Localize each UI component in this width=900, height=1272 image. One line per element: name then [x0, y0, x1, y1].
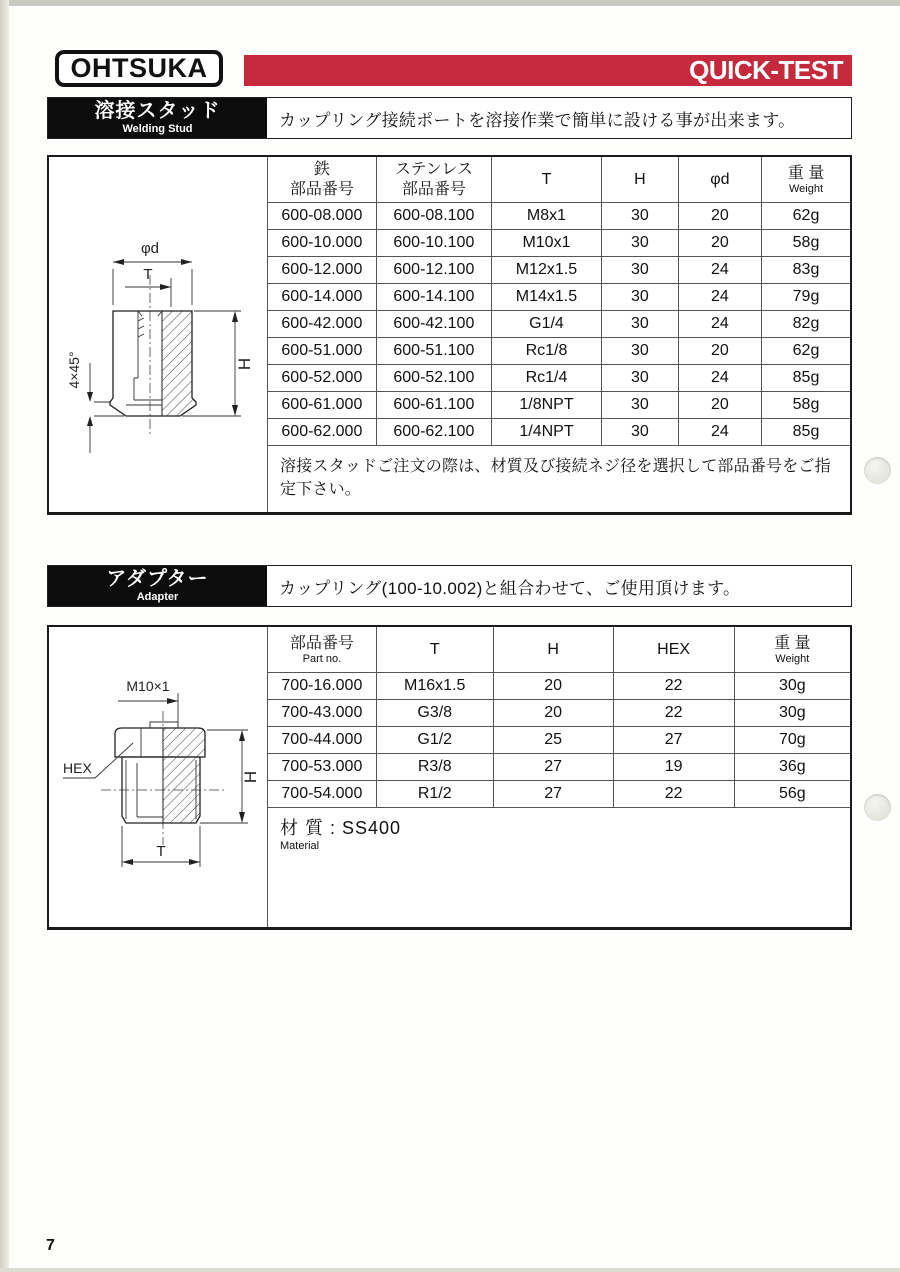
header-line: H: [634, 170, 646, 188]
welding-stud-diagram: [49, 157, 268, 512]
table-cell: 56g: [734, 781, 850, 808]
section-title-box: [48, 566, 267, 606]
table-cell: 600-52.100: [376, 365, 491, 392]
table-cell: 22: [613, 781, 734, 808]
table-cell: 20: [493, 673, 613, 700]
section-title: アダプター: [106, 568, 209, 591]
table-cell: 700-53.000: [268, 754, 376, 781]
header-line: ステンレス: [394, 161, 473, 179]
table-cell: 600-62.100: [376, 419, 491, 446]
table-row: [268, 230, 850, 257]
page-edge-top: [0, 0, 900, 6]
table-cell: 25: [493, 727, 613, 754]
material-sublabel: Material: [280, 840, 320, 852]
section-bar-welding-stud: [47, 97, 852, 139]
col-header-part-no: [268, 627, 376, 673]
table-header-row: [268, 157, 850, 203]
table-cell: 19: [613, 754, 734, 781]
dim-label-thread: M10×1: [126, 678, 170, 694]
header-subline: Weight: [788, 182, 824, 195]
col-header-t: [376, 627, 493, 673]
dim-label-phi-d: φd: [140, 240, 160, 257]
header-subline: Weight: [775, 652, 810, 665]
page-edge-left: [0, 0, 9, 1272]
table-cell: 62g: [762, 203, 851, 230]
table-cell: Rc1/4: [491, 365, 601, 392]
col-header-hex: [613, 627, 734, 673]
table-cell: 30g: [734, 700, 850, 727]
table-cell: 24: [678, 284, 761, 311]
table-cell: 22: [613, 700, 734, 727]
table-row: [268, 284, 850, 311]
header-line: T: [429, 640, 440, 658]
ohtsuka-logo: OHTSUKA: [55, 50, 223, 87]
table-cell: G1/2: [376, 727, 493, 754]
adapter-drawing: [49, 627, 268, 927]
adapter-table-area: [268, 627, 850, 927]
section-title: 溶接スタッド: [94, 100, 221, 123]
table-row: [268, 727, 850, 754]
table-cell: M16x1.5: [376, 673, 493, 700]
table-cell: G1/4: [491, 311, 601, 338]
table-cell: 600-14.000: [268, 284, 376, 311]
table-row: [268, 257, 850, 284]
header-subline: Part no.: [302, 652, 342, 665]
table-row: [268, 338, 850, 365]
table-cell: 20: [678, 203, 761, 230]
binder-hole: [864, 457, 891, 484]
table-cell: G3/8: [376, 700, 493, 727]
table-row: [268, 311, 850, 338]
table-cell: R3/8: [376, 754, 493, 781]
table-cell: 22: [613, 673, 734, 700]
col-header-t: [491, 157, 601, 203]
table-cell: 600-14.100: [376, 284, 491, 311]
binder-hole: [864, 794, 891, 821]
welding-stud-drawing: [49, 157, 268, 512]
header-line: 重 量: [787, 165, 825, 183]
table-cell: 600-12.100: [376, 257, 491, 284]
table-cell: 20: [493, 700, 613, 727]
table-cell: 700-16.000: [268, 673, 376, 700]
table-cell: M14x1.5: [491, 284, 601, 311]
table-cell: 600-62.000: [268, 419, 376, 446]
table-cell: 600-10.100: [376, 230, 491, 257]
table-cell: 600-42.100: [376, 311, 491, 338]
adapter-box: [47, 625, 852, 930]
col-header-weight: [734, 627, 850, 673]
table-cell: 62g: [762, 338, 851, 365]
table-cell: 24: [678, 311, 761, 338]
table-cell: 20: [678, 230, 761, 257]
header-line: 部品番号: [289, 635, 354, 653]
section-bar-adapter: [47, 565, 852, 607]
table-cell: 30: [601, 338, 678, 365]
quick-test-banner: [244, 55, 852, 86]
header-line: 部品番号: [289, 180, 354, 198]
dim-label-h: H: [235, 357, 254, 371]
material-value: 材 質 : SS400: [280, 818, 402, 838]
table-row: [268, 673, 850, 700]
table-cell: Rc1/8: [491, 338, 601, 365]
table-cell: 58g: [762, 230, 851, 257]
section-description: カップリング接続ポートを溶接作業で簡単に設ける事が出来ます。: [279, 110, 796, 130]
table-cell: 1/8NPT: [491, 392, 601, 419]
table-cell: 82g: [762, 311, 851, 338]
table-cell: 600-08.100: [376, 203, 491, 230]
header-line: HEX: [657, 640, 691, 658]
col-header-iron-part-no: [268, 157, 376, 203]
table-cell: 58g: [762, 392, 851, 419]
table-cell: 700-54.000: [268, 781, 376, 808]
ordering-note: 溶接スタッドご注文の際は、材質及び接続ネジ径を選択して部品番号をご指定下さい。: [280, 458, 831, 498]
table-cell: 600-61.100: [376, 392, 491, 419]
section-subtitle: Welding Stud: [122, 123, 193, 136]
col-header-phi-d: [678, 157, 761, 203]
header-line: 重 量: [774, 635, 811, 653]
table-cell: 70g: [734, 727, 850, 754]
table-cell: M12x1.5: [491, 257, 601, 284]
table-cell: 600-10.000: [268, 230, 376, 257]
table-cell: M8x1: [491, 203, 601, 230]
header-line: H: [547, 640, 559, 658]
header-line: 鉄: [313, 161, 330, 179]
section-subtitle: Adapter: [136, 591, 179, 604]
col-header-h: [601, 157, 678, 203]
welding-stud-table-area: [268, 157, 850, 512]
table-cell: 600-61.000: [268, 392, 376, 419]
table-cell: 30: [601, 230, 678, 257]
banner-label: QUICK-TEST: [689, 55, 843, 85]
table-cell: 30: [601, 311, 678, 338]
table-cell: 24: [678, 419, 761, 446]
table-cell: 85g: [762, 365, 851, 392]
table-cell: 600-12.000: [268, 257, 376, 284]
col-header-weight: [762, 157, 851, 203]
welding-stud-box: [47, 155, 852, 515]
table-cell: 20: [678, 338, 761, 365]
table-cell: 27: [493, 781, 613, 808]
table-cell: 30: [601, 392, 678, 419]
page-number: 7: [46, 1237, 55, 1254]
table-cell: 1/4NPT: [491, 419, 601, 446]
table-header-row: [268, 627, 850, 673]
header-line: T: [541, 170, 552, 188]
table-row: [268, 700, 850, 727]
table-cell: 30: [601, 203, 678, 230]
table-cell: 30: [601, 419, 678, 446]
table-cell: 600-51.100: [376, 338, 491, 365]
table-cell: R1/2: [376, 781, 493, 808]
col-header-h: [493, 627, 613, 673]
table-row: [268, 781, 850, 808]
dim-label-hex: HEX: [63, 760, 92, 776]
header-line: 部品番号: [401, 180, 466, 198]
adapter-diagram: [49, 627, 268, 926]
table-cell: 700-43.000: [268, 700, 376, 727]
table-row: [268, 419, 850, 446]
table-row: [268, 392, 850, 419]
table-cell: 79g: [762, 284, 851, 311]
col-header-stainless-part-no: [376, 157, 491, 203]
table-row: [268, 365, 850, 392]
welding-stud-table: [268, 157, 850, 446]
table-cell: 600-08.000: [268, 203, 376, 230]
table-row: [268, 754, 850, 781]
adapter-table: [268, 627, 850, 808]
table-cell: 600-42.000: [268, 311, 376, 338]
table-cell: 30: [601, 257, 678, 284]
table-cell: 27: [613, 727, 734, 754]
table-cell: 30: [601, 365, 678, 392]
table-cell: 30: [601, 284, 678, 311]
table-cell: 24: [678, 365, 761, 392]
section-description: カップリング(100-10.002)と組合わせて、ご使用頂けます。: [279, 578, 741, 598]
table-cell: M10x1: [491, 230, 601, 257]
dim-label-t: T: [143, 266, 153, 283]
table-cell: 27: [493, 754, 613, 781]
table-cell: 36g: [734, 754, 850, 781]
material-note: [268, 808, 850, 852]
table-cell: 600-52.000: [268, 365, 376, 392]
table-cell: 700-44.000: [268, 727, 376, 754]
table-cell: 20: [678, 392, 761, 419]
table-cell: 24: [678, 257, 761, 284]
table-cell: 85g: [762, 419, 851, 446]
dim-label-t: T: [156, 843, 166, 860]
table-row: [268, 203, 850, 230]
table-cell: 30g: [734, 673, 850, 700]
page-edge-bottom: [0, 1268, 900, 1272]
header-line: φd: [710, 170, 730, 188]
table-cell: 600-51.000: [268, 338, 376, 365]
table-cell: 83g: [762, 257, 851, 284]
section-title-box: [48, 98, 267, 138]
dim-label-chamfer: 4×45°: [66, 351, 82, 389]
dim-label-h: H: [241, 770, 260, 784]
